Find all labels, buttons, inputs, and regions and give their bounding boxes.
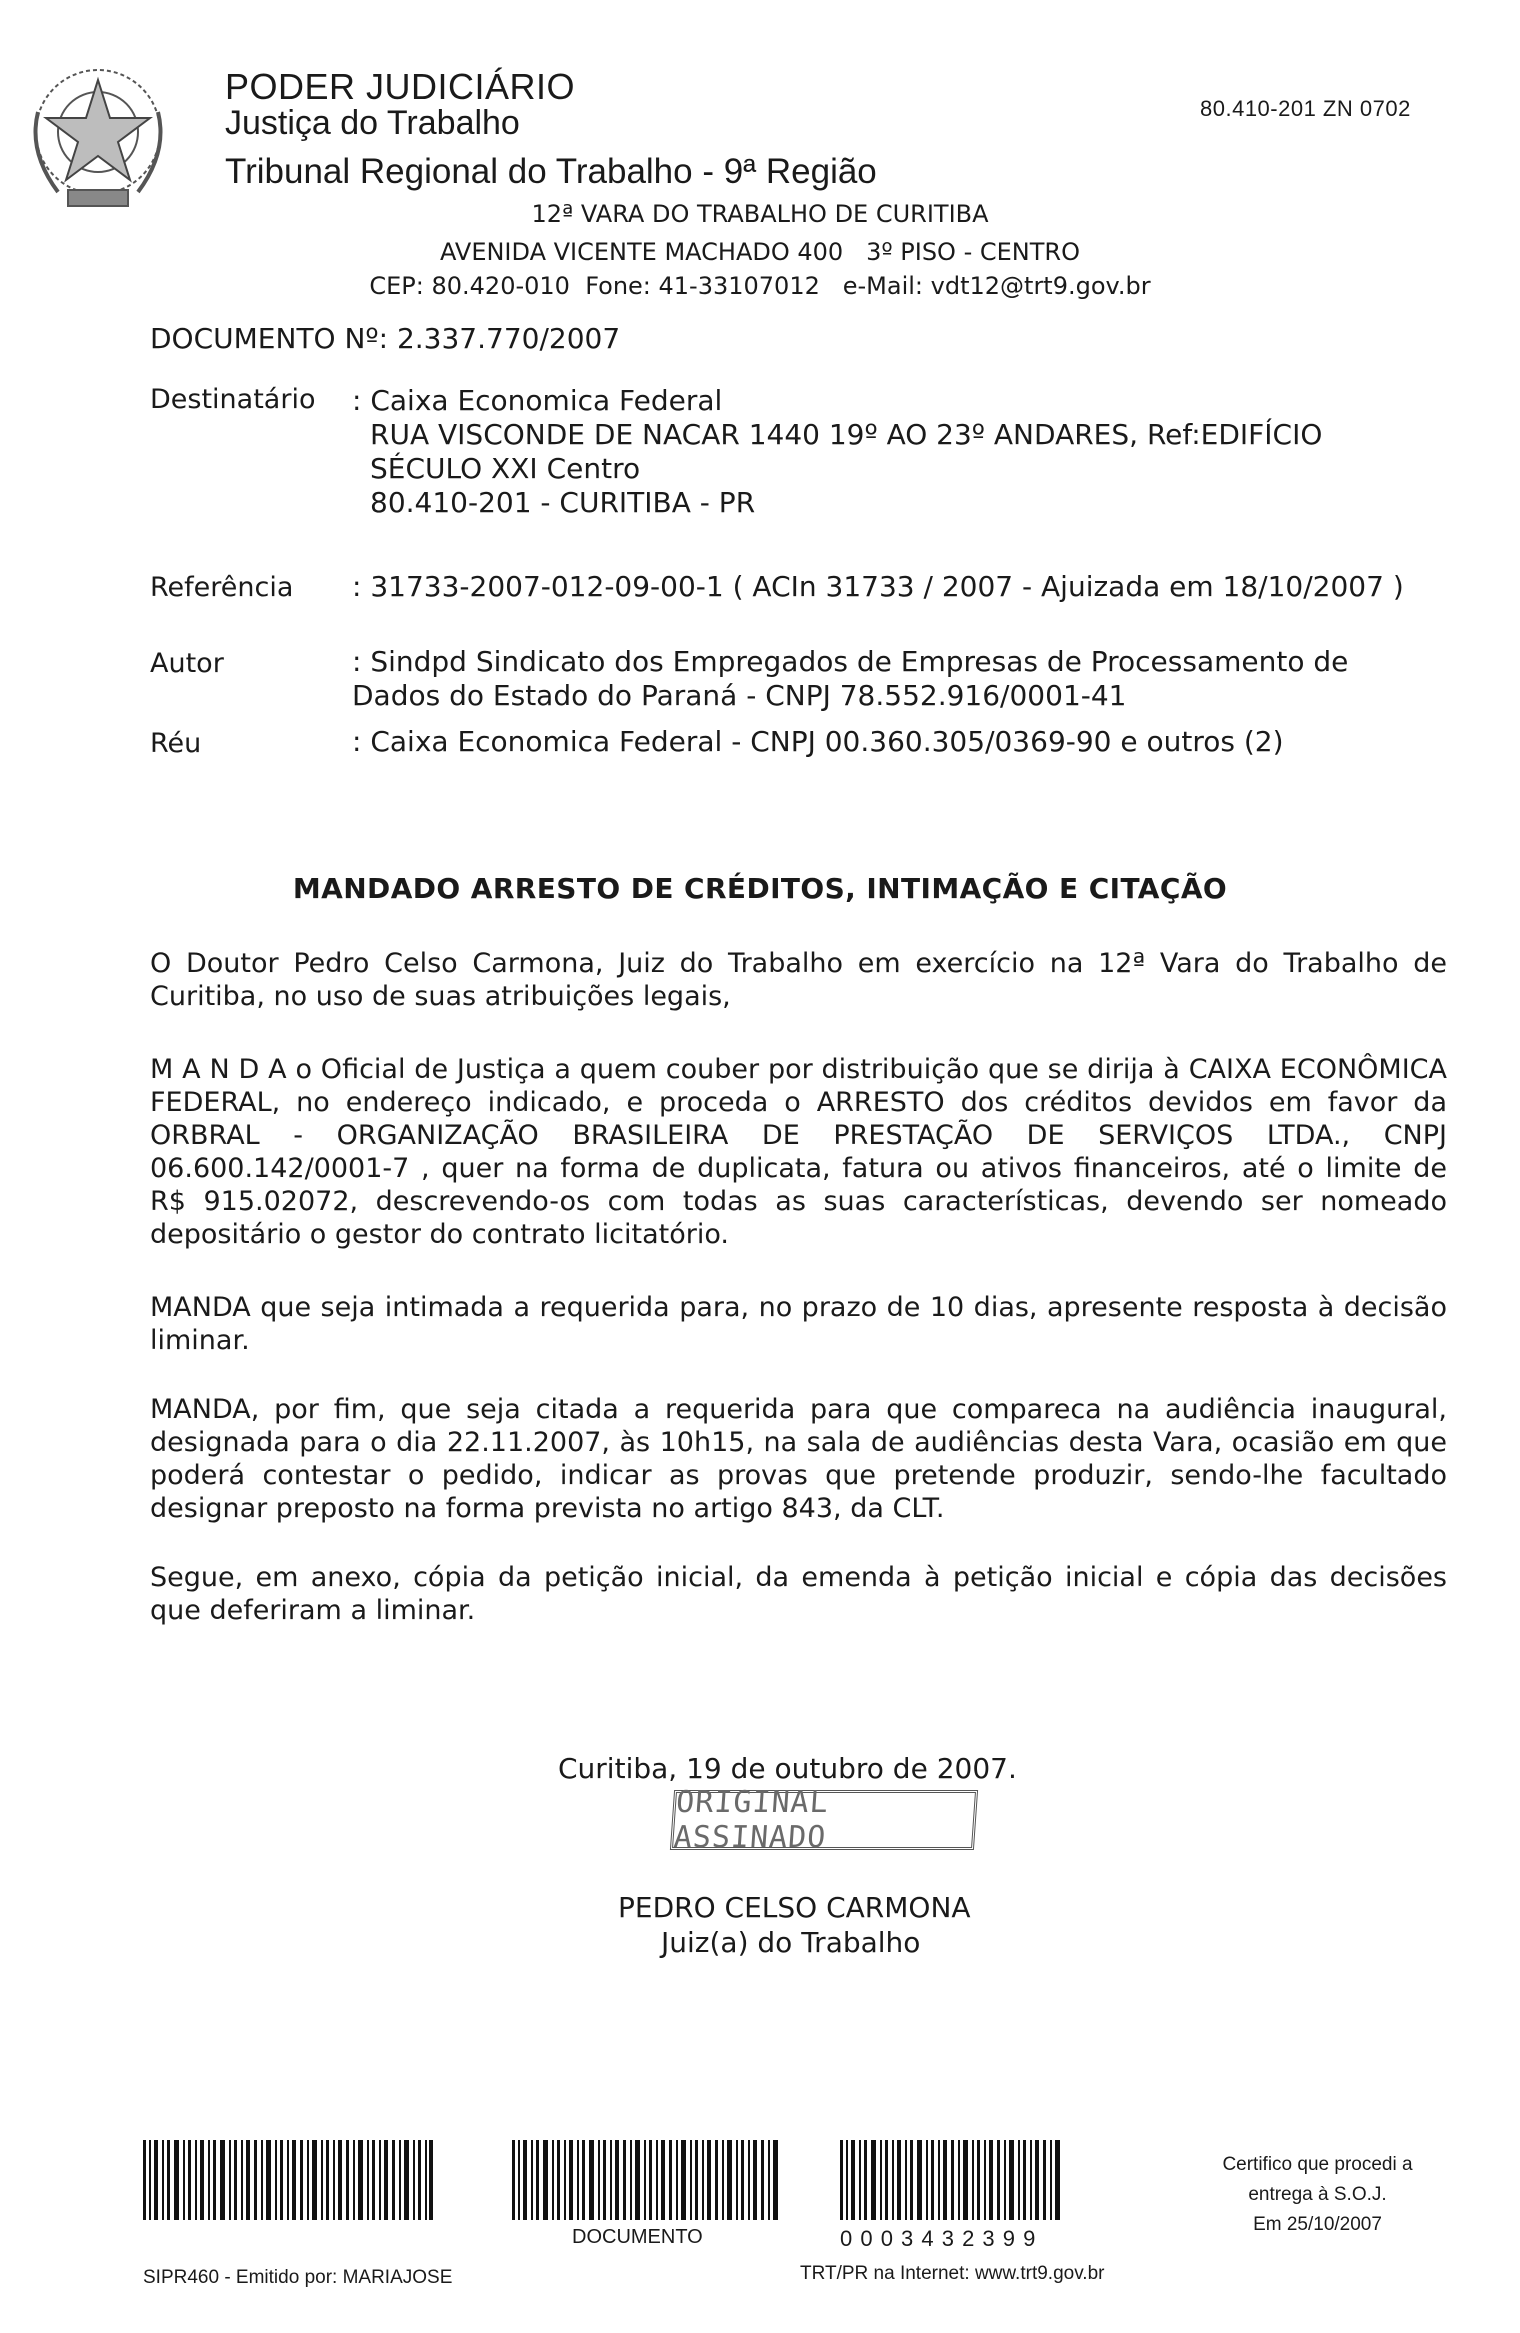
defendant-value: : Caixa Economica Federal - CNPJ 00.360.305/0369-90 e outros (2)	[352, 725, 1284, 758]
postal-zone-code: 80.410-201 ZN 0702	[1200, 96, 1411, 121]
paragraph-order-summons: MANDA, por fim, que seja citada a requerida para que compareca na audiência inaugural, designada para o dia 22.11.2007, às 10h15, na sala de audiências desta Vara, ocasião em que poderá contestar o pedido, indicar as provas que pretende produzir, sendo-lhe facultado designar preposto na forma prevista no artigo 843, da CLT.	[150, 1394, 1447, 1524]
document-number: DOCUMENTO Nº: 2.337.770/2007	[150, 322, 621, 355]
plaintiff-label: Autor	[150, 648, 224, 679]
recipient-label: Destinatário	[150, 384, 316, 415]
barcode-number-label: 0 0 0 3 4 3 2 3 9 9	[840, 2226, 1037, 2251]
reference-label: Referência	[150, 572, 294, 603]
defendant-label: Réu	[150, 728, 202, 759]
barcode-number	[840, 2140, 1065, 2220]
tribunal-name: Tribunal Regional do Trabalho - 9ª Região	[225, 152, 877, 191]
barcode-left	[143, 2140, 433, 2220]
barcode-document	[512, 2140, 780, 2220]
certificate-line-3: Em 25/10/2007	[1253, 2214, 1382, 2235]
internet-address: TRT/PR na Internet: www.trt9.gov.br	[800, 2263, 1105, 2284]
place-and-date: Curitiba, 19 de outubro de 2007.	[558, 1752, 1017, 1785]
recipient-address-line-2: SÉCULO XXI Centro	[370, 452, 641, 485]
recipient-block	[352, 384, 1452, 520]
barcode-document-label: DOCUMENTO	[572, 2226, 703, 2248]
court-division: 12ª VARA DO TRABALHO DE CURITIBA	[531, 200, 989, 228]
recipient-address-line-3: 80.410-201 - CURITIBA - PR	[370, 486, 756, 519]
issued-by: SIPR460 - Emitido por: MARIAJOSE	[143, 2267, 453, 2288]
plaintiff-value: : Sindpd Sindicato dos Empregados de Empresas de Processamento de Dados do Estado do Paraná - CNPJ 78.552.916/0001-41	[352, 645, 1349, 712]
delivery-certificate	[1195, 2150, 1440, 2240]
justice-division: Justiça do Trabalho	[225, 104, 520, 142]
court-contact: CEP: 80.420-010 Fone: 41-33107012 e-Mail: vdt12@trt9.gov.br	[369, 272, 1151, 300]
court-branch: PODER JUDICIÁRIO	[225, 66, 576, 107]
paragraph-order-arrest: M A N D A o Oficial de Justiça a quem couber por distribuição que se dirija à CAIXA ECONÔMICA FEDERAL, no endereço indicado, e proceda o ARRESTO dos créditos devidos em favor da ORBRAL - ORGANIZAÇÃO BRASILEIRA DE PRESTAÇÃO DE SERVIÇOS LTDA., CNPJ 06.600.142/0001-7 , quer na forma de duplicata, fatura ou ativos financeiros, até o limite de R$ 915.02072, descrevendo-os com todas as suas características, devendo ser nomeado depositário o gestor do contrato licitatório.	[150, 1054, 1447, 1250]
certificate-line-1: Certifico que procedi a	[1222, 2154, 1413, 2175]
certificate-line-2: entrega à S.O.J.	[1248, 2184, 1387, 2205]
paragraph-judge-intro: O Doutor Pedro Celso Carmona, Juiz do Trabalho em exercício na 12ª Vara do Trabalho de Curitiba, no uso de suas atribuições legais,	[150, 948, 1447, 1012]
reference-value: : 31733-2007-012-09-00-1 ( ACIn 31733 / 2007 - Ajuizada em 18/10/2007 )	[352, 570, 1404, 603]
paragraph-attachments: Segue, em anexo, cópia da petição inicial, da emenda à petição inicial e cópia das decisões que deferiram a liminar.	[150, 1562, 1447, 1626]
recipient-name: : Caixa Economica Federal	[352, 384, 723, 417]
judge-role: Juiz(a) do Trabalho	[661, 1926, 921, 1959]
signed-original-stamp: ORIGINAL ASSINADO	[670, 1790, 978, 1850]
judge-name: PEDRO CELSO CARMONA	[618, 1891, 971, 1924]
court-address: AVENIDA VICENTE MACHADO 400 3º PISO - CENTRO	[440, 238, 1080, 266]
document-title: MANDADO ARRESTO DE CRÉDITOS, INTIMAÇÃO E CITAÇÃO	[292, 872, 1228, 905]
recipient-address-line-1: RUA VISCONDE DE NACAR 1440 19º AO 23º ANDARES, Ref:EDIFÍCIO	[370, 418, 1323, 451]
paragraph-order-notice: MANDA que seja intimada a requerida para, no prazo de 10 dias, apresente resposta à decisão liminar.	[150, 1292, 1447, 1356]
